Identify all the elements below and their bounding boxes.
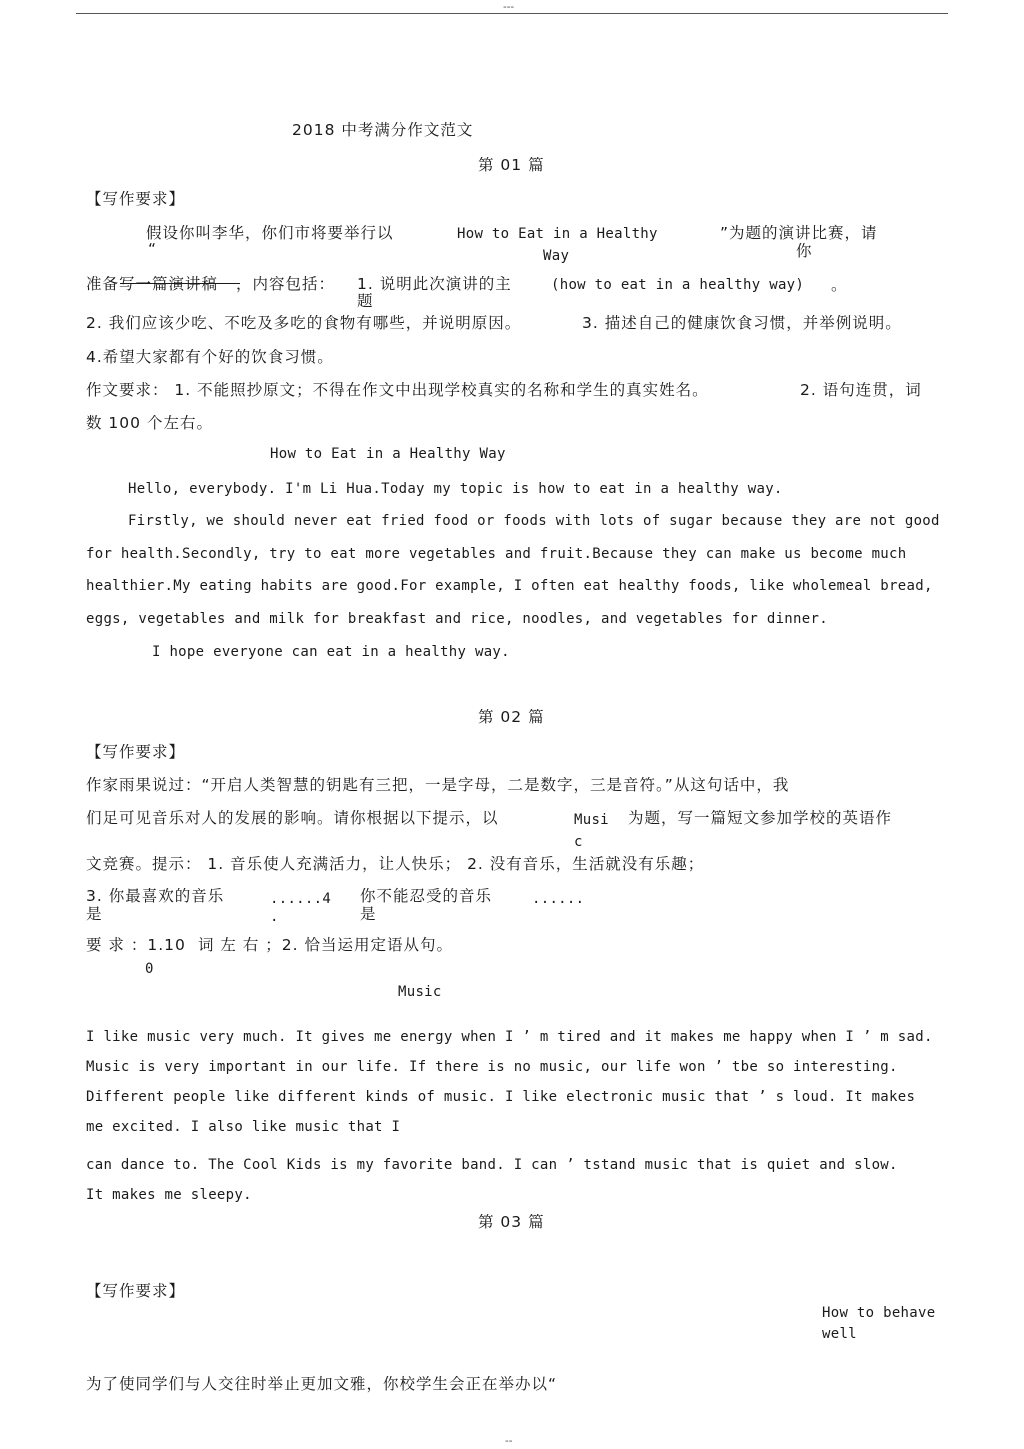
requirement-topic-wrap: Way [543, 248, 570, 264]
requirement-text: 数 100 个左右。 [86, 414, 213, 432]
essay-paragraph: Different people like different kinds of music. I like electronic music that ’ s loud. It makes [86, 1089, 916, 1105]
essay-paragraph: Music is very important in our life. If there is no music, our life won ’ tbe so interesting. [86, 1059, 898, 1075]
essay-title: How to Eat in a Healthy Way [270, 446, 506, 462]
requirement-text: 2. 语句连贯，词 [800, 381, 922, 399]
header-rule [76, 13, 948, 14]
requirement-text: 们足可见音乐对人的发展的影响。请你根据以下提示，以 [86, 809, 499, 827]
requirement-topic: (how to eat in a healthy way) [551, 277, 805, 293]
requirement-text: 你不能忍受的音乐 [360, 887, 493, 905]
requirement-text-wrap: 你 [796, 242, 813, 260]
requirement-text-wrap: 是 [86, 905, 103, 923]
requirement-text: 作文要求： 1. 不能照抄原文；不得在作文中出现学校真实的名称和学生的真实姓名。 [86, 381, 709, 399]
requirement-text: ，内容包括： [236, 275, 336, 293]
essay-paragraph: healthier.My eating habits are good.For example, I often eat healthy foods, like wholemeal bread, [86, 578, 933, 594]
requirement-text-wrap: 是 [360, 905, 377, 923]
requirement-text: ......4 [270, 891, 332, 907]
document-title: 2018 中考满分作文范文 [292, 121, 474, 139]
requirement-text: 2. 我们应该少吃、不吃及多吃的食物有哪些，并说明原因。 [86, 314, 522, 332]
requirement-text: 文竞赛。提示： 1. 音乐使人充满活力，让人快乐； 2. 没有音乐，生活就没有乐趣； [86, 855, 705, 873]
essay-title: Music [398, 984, 442, 1000]
requirement-text: 3. 你最喜欢的音乐 [86, 887, 225, 905]
essay-paragraph: can dance to. The Cool Kids is my favorite band. I can ’ tstand music that is quiet and slow. [86, 1157, 898, 1173]
requirement-topic: How to Eat in a Healthy [457, 226, 658, 242]
requirement-text: 3. 描述自己的健康饮食习惯，并举例说明。 [582, 314, 902, 332]
essay-paragraph: I hope everyone can eat in a healthy way. [152, 644, 510, 660]
essay-paragraph: Hello, everybody. I'm Li Hua.Today my topic is how to eat in a healthy way. [128, 481, 783, 497]
essay-paragraph: me excited. I also like music that I [86, 1119, 401, 1135]
requirement-text-struck: 准备写一篇演讲稿 [86, 275, 219, 293]
requirement-text: 4.希望大家都有个好的饮食习惯。 [86, 348, 334, 366]
essay-paragraph: It makes me sleepy. [86, 1187, 252, 1203]
requirement-label: 【写作要求】 [86, 1282, 186, 1300]
requirement-text-wrap: 题 [357, 292, 374, 310]
section-heading: 第 01 篇 [478, 156, 545, 174]
requirement-text-wrap: . [270, 909, 279, 925]
footer-marker: -- [505, 1434, 513, 1447]
requirement-text: 。 [831, 276, 848, 294]
requirement-text: 要 求 ：1.10 [86, 936, 186, 954]
requirement-text: ...... [532, 891, 585, 907]
requirement-topic: Musi [574, 812, 609, 828]
requirement-topic: How to behave [822, 1305, 936, 1321]
requirement-text: 1. 说明此次演讲的主 [357, 275, 512, 293]
essay-paragraph: I like music very much. It gives me energy when I ’ m tired and it makes me happy when I ’ m sad. [86, 1029, 933, 1045]
requirement-topic-wrap: c [574, 834, 583, 850]
requirement-label: 【写作要求】 [86, 743, 186, 761]
requirement-text: 作家雨果说过：“开启人类智慧的钥匙有三把，一是字母，二是数字，三是音符。”从这句话中，我 [86, 776, 790, 794]
essay-paragraph: Firstly, we should never eat fried food or foods with lots of sugar because they are not good [128, 513, 940, 529]
requirement-text: 为题，写一篇短文参加学校的英语作 [628, 809, 893, 827]
requirement-topic-wrap: well [822, 1326, 857, 1342]
quote-mark: “ [148, 240, 158, 258]
requirement-text: 假设你叫李华，你们市将要举行以 [146, 224, 394, 242]
requirement-label: 【写作要求】 [86, 190, 186, 208]
essay-paragraph: eggs, vegetables and milk for breakfast and rice, noodles, and vegetables for dinner. [86, 611, 828, 627]
requirement-text: 为了使同学们与人交往时举止更加文雅，你校学生会正在举办以“ [86, 1375, 558, 1393]
section-heading: 第 03 篇 [478, 1213, 545, 1231]
essay-paragraph: for health.Secondly, try to eat more vegetables and fruit.Because they can make us become much [86, 546, 907, 562]
requirement-text-wrap: 0 [145, 961, 154, 977]
section-heading: 第 02 篇 [478, 708, 545, 726]
requirement-text: 词 左 右 ；2. 恰当运用定语从句。 [198, 936, 453, 954]
header-marker: --- [503, 0, 515, 13]
requirement-text: ”为题的演讲比赛，请 [720, 224, 878, 242]
strike-line [120, 283, 240, 284]
